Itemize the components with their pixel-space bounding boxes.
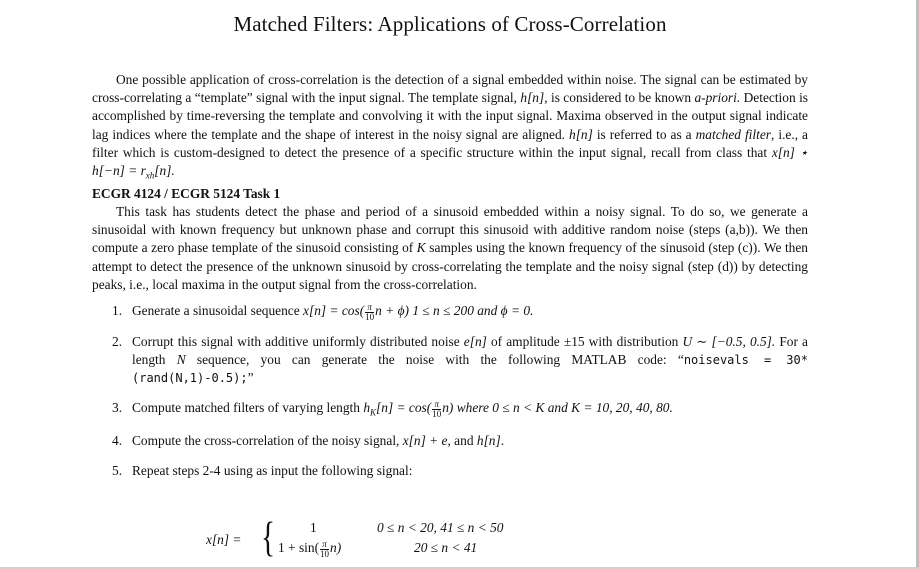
- equation-case-2: 1 + sin( $\frac{\pi}{10}$ n): [278, 539, 342, 559]
- step-text: Compute matched filters of varying length: [132, 399, 364, 415]
- formula-end: [n].: [154, 163, 175, 179]
- intro-text: Detection is accomplished by time-reversing the template and convolving it with the input signal. Maxima observed in the output signal indicate lag indices where the template and the shape of interest in the noisy signal are aligned.: [92, 90, 808, 142]
- step-number: 5.: [112, 462, 123, 478]
- intro-text: One possible application of cross-correlation is the detection of a signal embedded within noise. The signal can be estimated by cross-correlating a “template” signal with the input signal. The template signal,: [92, 72, 808, 106]
- document-page: [92, 0, 808, 491]
- task-paragraph: [92, 203, 808, 294]
- equation-lhs: x[n] =: [206, 532, 242, 547]
- math-expression: x[n] + e: [402, 433, 448, 449]
- list-item: [92, 333, 808, 388]
- step-text: , and: [447, 433, 477, 449]
- intro-text: , is considered to be known: [544, 90, 695, 106]
- list-item: [92, 462, 808, 480]
- step-number: 2.: [112, 333, 123, 349]
- cross-correlation-formula: x[n] ⋆ h[−n] = r: [92, 144, 809, 179]
- math-distribution: U ∼ [−0.5, 0.5].: [682, 333, 776, 349]
- math-e-n: e[n]: [463, 333, 487, 349]
- math-h-n: h[n]: [569, 126, 593, 142]
- step-text: sequence, you can generate the noise with the following MATLAB code: “: [185, 352, 684, 368]
- formula-subscript: xh: [145, 170, 155, 181]
- intro-text: , i.e., a filter which is custom-designed to detect the presence of a specific structure within the input signal, recall from class that: [92, 126, 809, 160]
- left-brace: {: [261, 515, 276, 561]
- step-text: Repeat steps 2-4 using as input the following signal:: [132, 462, 413, 478]
- step-text: of amplitude ±15 with distribution: [486, 333, 683, 349]
- step-number: 3.: [112, 399, 123, 415]
- page-title: Matched Filters: Applications of Cross-Correlation: [233, 12, 667, 36]
- matlab-code: noisevals = 30*(rand(N,1)-0.5);: [132, 353, 808, 386]
- step-text: For a length: [132, 333, 808, 368]
- pi-over-ten-fraction: $\frac{\pi}{10}$: [365, 301, 375, 322]
- list-item: [92, 302, 808, 322]
- step-text: Corrupt this signal with additive uniformly distributed noise: [132, 333, 464, 349]
- math-h-n: h[n]: [520, 90, 545, 106]
- math-expression: n) where 0 ≤ n < K and K = 10, 20, 40, 80.: [442, 399, 673, 415]
- step-text: ”: [247, 370, 254, 386]
- step-number: 1.: [112, 302, 123, 318]
- math-subscript-K: K: [370, 407, 377, 418]
- math-h-n: h[n]: [476, 433, 501, 449]
- list-item: [92, 399, 808, 422]
- math-N: N: [176, 352, 186, 368]
- list-item: [92, 432, 808, 450]
- piecewise-equation: [206, 515, 566, 566]
- pi-over-ten-fraction: $\frac{\pi}{10}$: [432, 398, 442, 419]
- intro-paragraph: [92, 71, 808, 185]
- equation-range-1: 0 ≤ n < 20, 41 ≤ n < 50: [377, 520, 504, 535]
- step-text: Generate a sinusoidal sequence: [132, 302, 304, 318]
- step-number: 4.: [112, 433, 123, 449]
- course-heading: ECGR 4124 / ECGR 5124 Task 1: [92, 185, 281, 201]
- a-priori-term: a-priori.: [694, 90, 741, 106]
- step-text: .: [500, 433, 505, 449]
- matched-filter-term: matched filter: [695, 126, 772, 142]
- task-text: samples using the known frequency of the sinusoid (step (c)). We then attempt to detect the presence of the unknown sinusoid by cross-correlating the template and the noisy signal (step (d)) by detecting peaks, i.e., local maxima in the output signal from the cross-correlation.: [92, 240, 808, 292]
- math-K: K: [416, 240, 426, 256]
- pi-over-ten-fraction: $\frac{\pi}{10}$: [320, 539, 330, 559]
- equation-range-2: 20 ≤ n < 41: [414, 540, 478, 555]
- intro-text: is referred to as a: [592, 126, 696, 142]
- task-text: This task has students detect the phase and period of a sinusoid embedded within a noisy signal. To do so, we generate a sinusoidal with known frequency but unknown phase and corrupt this sinusoid with additive random noise (steps (a,b)). We then compute a zero phase template of the sinusoid consisting of: [92, 203, 808, 256]
- math-expression: [n] = cos(: [376, 399, 432, 415]
- math-expression: x[n] = cos(: [303, 302, 365, 318]
- step-text: Compute the cross-correlation of the noisy signal,: [132, 433, 403, 449]
- math-expression: n + ϕ) 1 ≤ n ≤ 200 and ϕ = 0.: [375, 302, 534, 318]
- equation-case-1: 1: [310, 520, 317, 535]
- steps-list: [92, 302, 808, 480]
- math-h: h: [363, 399, 371, 415]
